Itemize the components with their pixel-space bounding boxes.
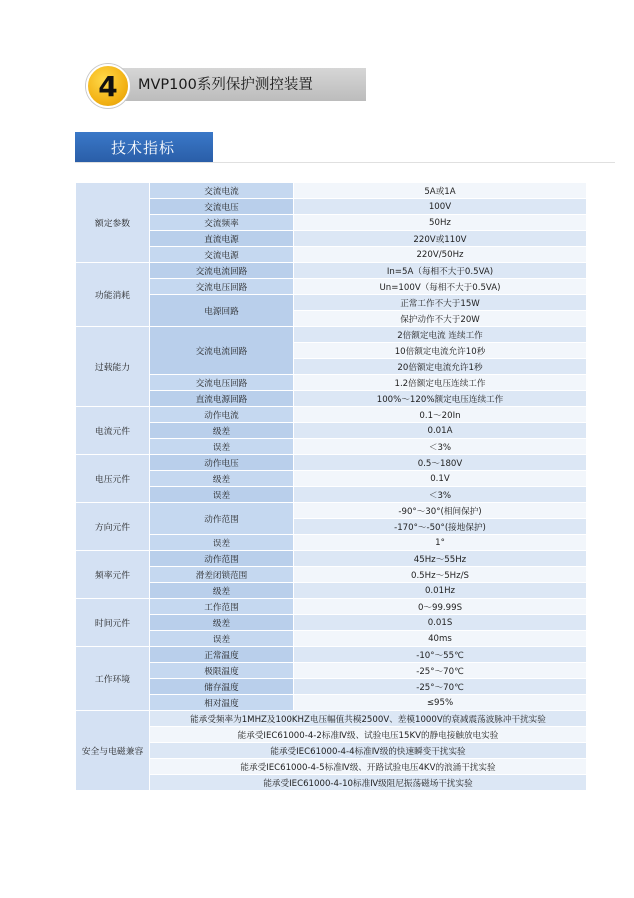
table-row bbox=[76, 183, 586, 198]
category-cell: 电流元件 bbox=[76, 407, 149, 454]
table-row bbox=[76, 279, 586, 294]
category-cell: 电压元件 bbox=[76, 455, 149, 502]
category-cell: 时间元件 bbox=[76, 599, 149, 646]
param-cell: 动作电流 bbox=[150, 407, 293, 422]
table-row bbox=[76, 327, 586, 342]
value-cell: 能承受IEC61000-4-2标准Ⅳ级、试验电压15KV的静电接触放电实验 bbox=[150, 727, 586, 742]
section-number-badge: 4 bbox=[86, 64, 130, 108]
category-cell: 工作环境 bbox=[76, 647, 149, 710]
table-row bbox=[76, 583, 586, 598]
param-cell: 极限温度 bbox=[150, 663, 293, 678]
table-row bbox=[76, 231, 586, 246]
value-cell: 0.01A bbox=[294, 423, 586, 438]
value-cell: ≤95% bbox=[294, 695, 586, 710]
param-cell: 交流电源 bbox=[150, 247, 293, 262]
table-row bbox=[76, 455, 586, 470]
value-cell: 100%～120%额定电压连续工作 bbox=[294, 391, 586, 406]
table-row bbox=[76, 551, 586, 566]
value-cell: 40ms bbox=[294, 631, 586, 646]
value-cell: 20倍额定电流允许1秒 bbox=[294, 359, 586, 374]
spec-table bbox=[75, 182, 587, 791]
category-cell: 频率元件 bbox=[76, 551, 149, 598]
category-cell: 过载能力 bbox=[76, 327, 149, 406]
table-row bbox=[76, 295, 586, 310]
table-row bbox=[76, 759, 586, 774]
value-cell: ＜3% bbox=[294, 439, 586, 454]
param-cell: 误差 bbox=[150, 439, 293, 454]
page-title: MVP100系列保护测控装置 bbox=[138, 77, 313, 93]
value-cell: In=5A（每相不大于0.5VA) bbox=[294, 263, 586, 278]
value-cell: 100V bbox=[294, 199, 586, 214]
param-cell: 交流电流 bbox=[150, 183, 293, 198]
param-cell: 电源回路 bbox=[150, 295, 293, 326]
value-cell: 0.01S bbox=[294, 615, 586, 630]
value-cell: -25°～70℃ bbox=[294, 679, 586, 694]
table-row bbox=[76, 711, 586, 726]
table-row bbox=[76, 647, 586, 662]
value-cell: 能承受IEC61000-4-10标准Ⅳ级阻尼振荡磁场干扰实验 bbox=[150, 775, 586, 790]
table-row bbox=[76, 375, 586, 390]
param-cell: 交流电压 bbox=[150, 199, 293, 214]
table-row bbox=[76, 199, 586, 214]
table-row bbox=[76, 423, 586, 438]
param-cell: 工作范围 bbox=[150, 599, 293, 614]
category-cell: 功能消耗 bbox=[76, 263, 149, 326]
table-row bbox=[76, 247, 586, 262]
value-cell: -10°～55℃ bbox=[294, 647, 586, 662]
table-row bbox=[76, 695, 586, 710]
category-cell: 额定参数 bbox=[76, 183, 149, 262]
param-cell: 直流电源回路 bbox=[150, 391, 293, 406]
param-cell: 级差 bbox=[150, 423, 293, 438]
divider bbox=[75, 162, 615, 163]
param-cell: 级差 bbox=[150, 583, 293, 598]
param-cell: 相对温度 bbox=[150, 695, 293, 710]
value-cell: 220V或110V bbox=[294, 231, 586, 246]
value-cell: -170°～-50°(接地保护) bbox=[294, 519, 586, 534]
value-cell: 1° bbox=[294, 535, 586, 550]
param-cell: 动作范围 bbox=[150, 551, 293, 566]
table-row bbox=[76, 599, 586, 614]
param-cell: 储存温度 bbox=[150, 679, 293, 694]
value-cell: ＜3% bbox=[294, 487, 586, 502]
table-row bbox=[76, 727, 586, 742]
table-row bbox=[76, 631, 586, 646]
param-cell: 误差 bbox=[150, 487, 293, 502]
value-cell: 220V/50Hz bbox=[294, 247, 586, 262]
value-cell: 2倍额定电流 连续工作 bbox=[294, 327, 586, 342]
table-row bbox=[76, 263, 586, 278]
table-row bbox=[76, 535, 586, 550]
param-cell: 交流电流回路 bbox=[150, 263, 293, 278]
table-row bbox=[76, 487, 586, 502]
table-row bbox=[76, 615, 586, 630]
param-cell: 滑差闭锁范围 bbox=[150, 567, 293, 582]
value-cell: 1.2倍额定电压连续工作 bbox=[294, 375, 586, 390]
param-cell: 误差 bbox=[150, 535, 293, 550]
category-cell: 方向元件 bbox=[76, 503, 149, 550]
table-row bbox=[76, 679, 586, 694]
value-cell: 保护动作不大于20W bbox=[294, 311, 586, 326]
param-cell: 交流电压回路 bbox=[150, 279, 293, 294]
table-row bbox=[76, 663, 586, 678]
param-cell: 级差 bbox=[150, 615, 293, 630]
value-cell: 能承受IEC61000-4-4标准Ⅳ级的快速瞬变干扰实验 bbox=[150, 743, 586, 758]
value-cell: 能承受IEC61000-4-5标准Ⅳ级、开路试验电压4KV的浪涌干扰实验 bbox=[150, 759, 586, 774]
value-cell: 正常工作不大于15W bbox=[294, 295, 586, 310]
value-cell: 0.1V bbox=[294, 471, 586, 486]
param-cell: 交流电流回路 bbox=[150, 327, 293, 374]
param-cell: 动作范围 bbox=[150, 503, 293, 534]
table-row bbox=[76, 503, 586, 518]
category-cell: 安全与电磁兼容 bbox=[76, 711, 149, 790]
table-row bbox=[76, 215, 586, 230]
table-row bbox=[76, 439, 586, 454]
value-cell: 0.01Hz bbox=[294, 583, 586, 598]
param-cell: 动作电压 bbox=[150, 455, 293, 470]
value-cell: -25°～70℃ bbox=[294, 663, 586, 678]
value-cell: 5A或1A bbox=[294, 183, 586, 198]
value-cell: 50Hz bbox=[294, 215, 586, 230]
param-cell: 交流电压回路 bbox=[150, 375, 293, 390]
value-cell: 10倍额定电流允许10秒 bbox=[294, 343, 586, 358]
table-row bbox=[76, 391, 586, 406]
value-cell: Un=100V（每相不大于0.5VA) bbox=[294, 279, 586, 294]
param-cell: 直流电源 bbox=[150, 231, 293, 246]
value-cell: 能承受频率为1MHZ及100KHZ电压幅值共模2500V、差模1000V的衰减震荡波脉冲干扰实验 bbox=[150, 711, 586, 726]
value-cell: -90°～30°(相间保护) bbox=[294, 503, 586, 518]
value-cell: 0.1～20In bbox=[294, 407, 586, 422]
param-cell: 级差 bbox=[150, 471, 293, 486]
table-row bbox=[76, 471, 586, 486]
table-row bbox=[76, 743, 586, 758]
table-row bbox=[76, 567, 586, 582]
value-cell: 0～99.99S bbox=[294, 599, 586, 614]
section-heading: 技术指标 bbox=[75, 132, 213, 162]
table-row bbox=[76, 407, 586, 422]
value-cell: 0.5Hz～5Hz/S bbox=[294, 567, 586, 582]
value-cell: 45Hz～55Hz bbox=[294, 551, 586, 566]
param-cell: 正常温度 bbox=[150, 647, 293, 662]
value-cell: 0.5～180V bbox=[294, 455, 586, 470]
param-cell: 交流频率 bbox=[150, 215, 293, 230]
table-row bbox=[76, 775, 586, 790]
param-cell: 误差 bbox=[150, 631, 293, 646]
